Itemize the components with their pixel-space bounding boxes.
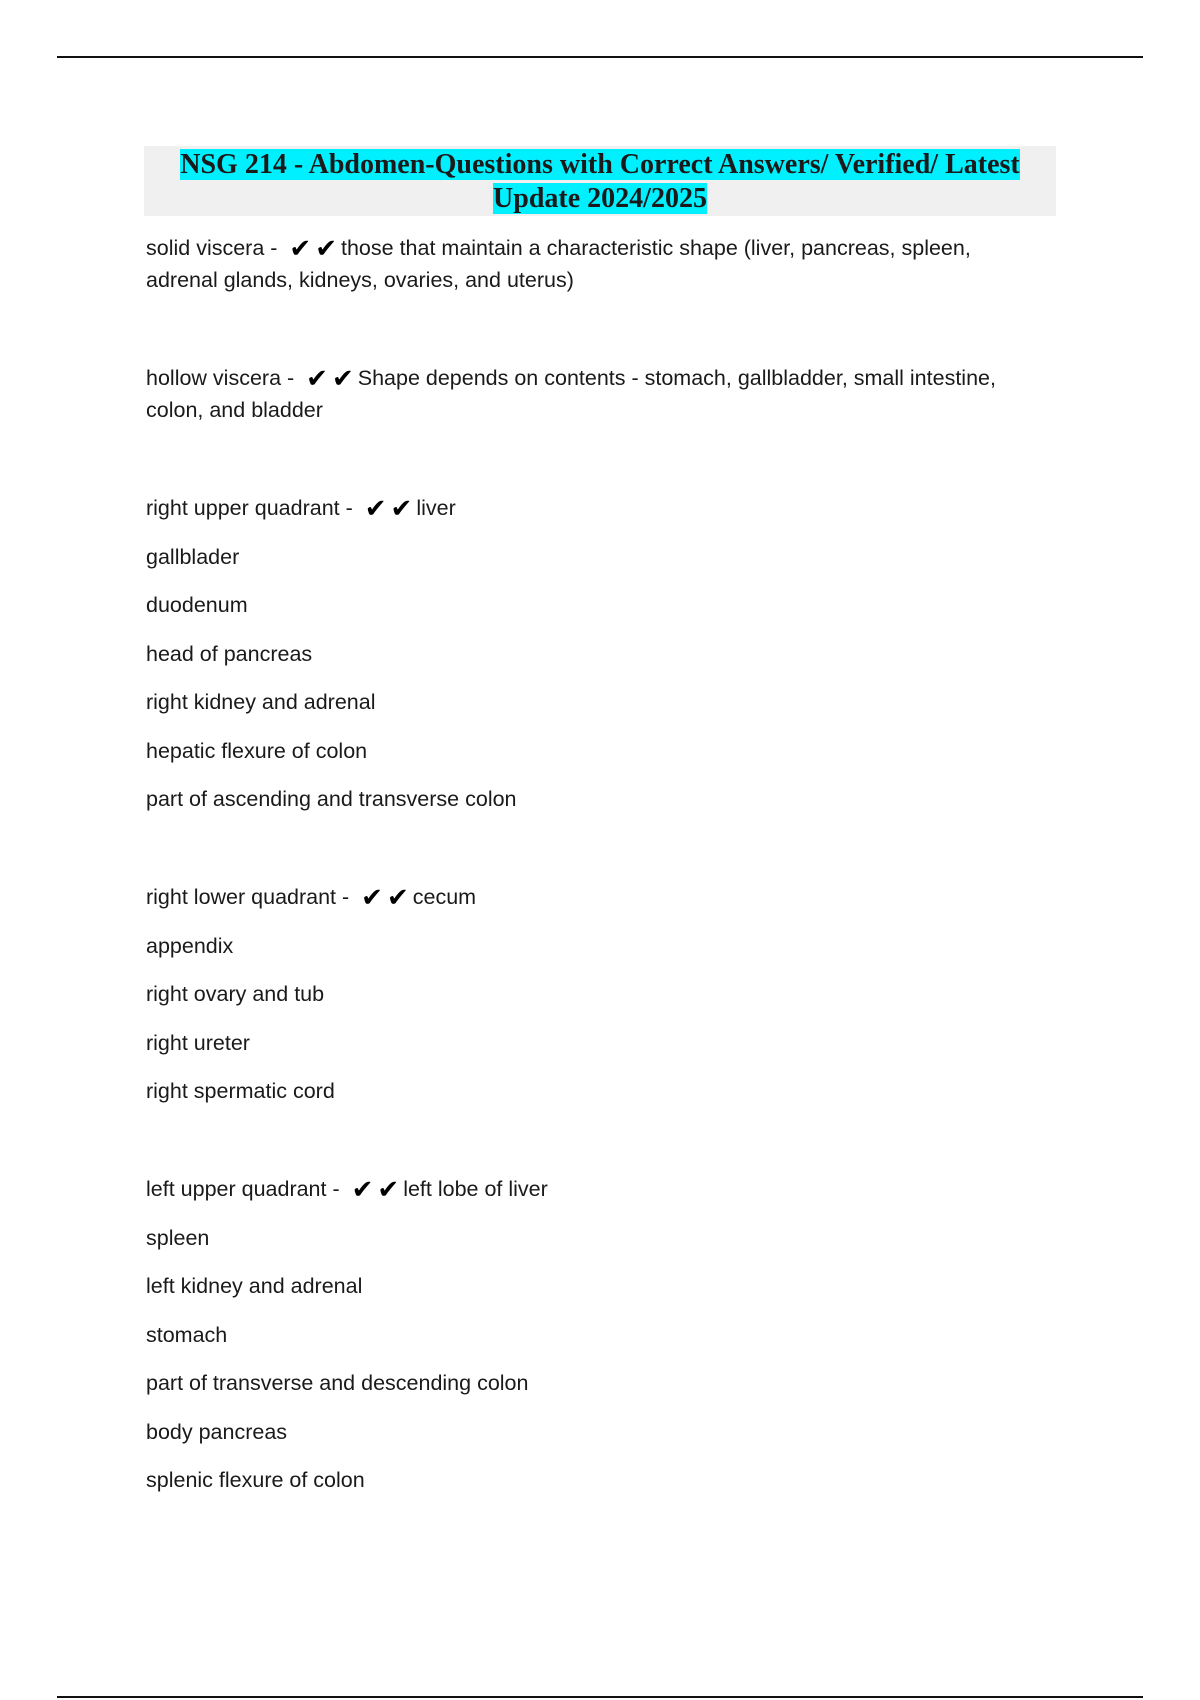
qa-entry-hollow-viscera	[146, 362, 1046, 426]
qa-line	[146, 1173, 1046, 1205]
checkmark-icon: ✔	[351, 1175, 374, 1205]
list-item: left kidney and adrenal	[146, 1274, 363, 1298]
answer: those that maintain a characteristic shape (liver, pancreas, spleen, adrenal glands, kidneys, ovaries, and uterus)	[146, 236, 971, 292]
document-title	[144, 146, 1056, 216]
term: left upper quadrant -	[146, 1177, 346, 1201]
qa-line	[146, 232, 1046, 296]
list-item: right kidney and adrenal	[146, 690, 376, 714]
list-item: hepatic flexure of colon	[146, 738, 368, 763]
qa-entry-left-upper-quadrant	[146, 1173, 1046, 1496]
list-item: right ureter	[146, 1030, 250, 1055]
term: right upper quadrant -	[146, 496, 359, 520]
answer: Shape depends on contents - stomach, gallbladder, small intestine, colon, and bladder	[146, 366, 996, 422]
qa-entry-right-upper-quadrant	[146, 492, 1046, 815]
bottom-rule	[57, 1696, 1143, 1698]
checkmark-icon: ✔	[377, 1175, 400, 1205]
checkmark-icon: ✔	[364, 494, 387, 524]
checkmark-icon: ✔	[331, 364, 354, 394]
checkmark-icon: ✔	[386, 883, 409, 913]
list-item: right spermatic cord	[146, 1079, 335, 1103]
term: solid viscera -	[146, 236, 284, 260]
title-line-1: NSG 214 - Abdomen-Questions with Correct Answers/ Verified/ Latest	[180, 149, 1020, 180]
checkmark-icon: ✔	[289, 234, 312, 264]
list-item: gallblader	[146, 544, 240, 569]
list-item: body pancreas	[146, 1419, 288, 1444]
checkmark-icon: ✔	[315, 234, 337, 264]
answer: cecum	[412, 885, 477, 909]
title-line-2: Update 2024/2025	[493, 183, 707, 214]
qa-line	[146, 362, 1046, 426]
term: right lower quadrant -	[146, 885, 356, 909]
qa-list	[146, 232, 1046, 1496]
list-item: stomach	[146, 1322, 228, 1347]
list-item: part of transverse and descending colon	[146, 1371, 529, 1395]
top-rule	[57, 56, 1143, 58]
qa-line	[146, 881, 1046, 913]
list-item: spleen	[146, 1225, 210, 1250]
list-item: duodenum	[146, 593, 248, 617]
qa-entry-right-lower-quadrant	[146, 881, 1046, 1107]
list-item: part of ascending and transverse colon	[146, 787, 517, 811]
list-item: splenic flexure of colon	[146, 1468, 365, 1492]
checkmark-icon: ✔	[361, 883, 383, 913]
answer: left lobe of liver	[403, 1177, 548, 1201]
term: hollow viscera -	[146, 366, 301, 390]
list-item: right ovary and tub	[146, 982, 325, 1006]
qa-entry-solid-viscera	[146, 232, 1046, 296]
checkmark-icon: ✔	[306, 364, 328, 394]
list-item: head of pancreas	[146, 641, 313, 666]
checkmark-icon: ✔	[390, 494, 413, 524]
list-item: appendix	[146, 933, 234, 958]
qa-line	[146, 492, 1046, 524]
answer: liver	[416, 496, 456, 520]
